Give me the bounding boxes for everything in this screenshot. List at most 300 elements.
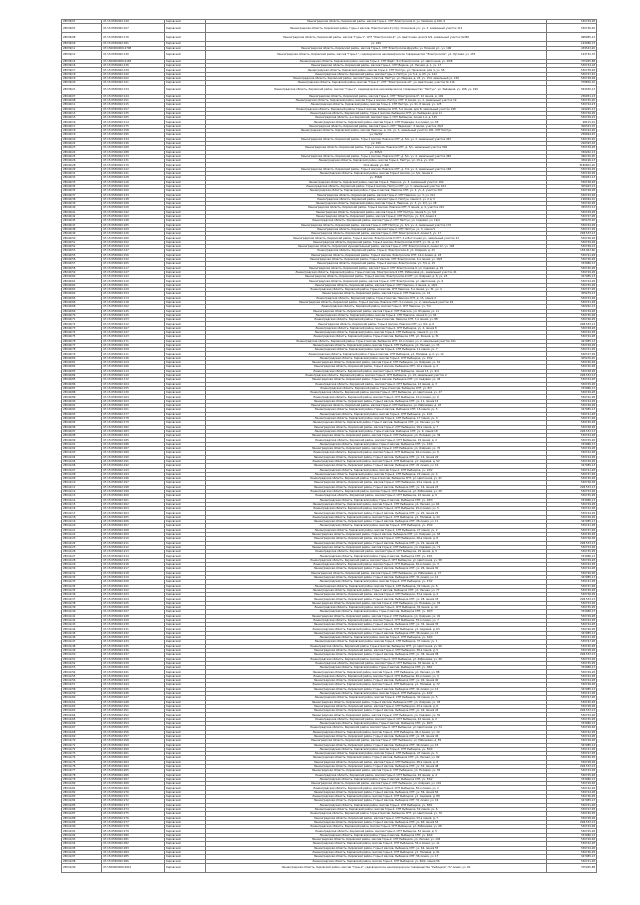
cadastral-number-cell: 47:15:0556002:250	[102, 704, 165, 708]
cadastral-number-cell: 47:15:0556002:115	[102, 103, 165, 107]
address-cell: Ленинградская область, Кировский район, массив Горы-2, СНТ Рыбацкое, уч. 58/1	[206, 803, 547, 807]
address-cell: Ленинградская область, Кировский район, Горы-2 массив, Невское СНТ, уч. 2, уч. 4, участок 267	[206, 189, 547, 193]
address-cell: Ленинградская область, Кировский район, Горы-2 массив, Нептун СНТ, уч. 3, земельный участок 164	[206, 184, 547, 188]
record-id-cell: 28039/08	[62, 33, 102, 42]
record-id-cell: 28040/56	[62, 257, 102, 261]
district-cell: Кировский	[165, 210, 206, 214]
district-cell: Кировский	[165, 507, 206, 511]
cadastral-number-cell: 47:15:0556002:165	[102, 223, 165, 227]
district-cell: Кировский	[165, 696, 206, 700]
value-cell: 530744,28	[547, 679, 597, 683]
cadastral-number-cell: 47:15:0556002:136	[102, 141, 165, 145]
value-cell: 530740,28	[547, 365, 597, 369]
district-cell: Кировский	[165, 438, 206, 442]
cadastral-number-cell: 47:15:0556002:102	[102, 77, 165, 81]
district-cell: Кировский	[165, 528, 206, 532]
record-id-cell: 28040/35	[62, 189, 102, 193]
value-cell: 158,067,60	[547, 249, 597, 253]
value-cell: 208,533,13	[547, 541, 597, 545]
cadastral-number-cell: 47:15:0556002:285	[102, 855, 165, 859]
district-cell: Кировский	[165, 296, 206, 300]
record-id-cell: 28040/42	[62, 214, 102, 218]
address-cell: Ленинградская область, Кировский район, Горы-2 массив, Рыбацкое СНТ, 21 линия, уч. 10	[206, 464, 547, 468]
value-cell: 530747,28	[547, 528, 597, 532]
address-cell: Ленинградская область, Кировский район, Горы-2 массив, Рыбацкое СНТ, ул. Лесная, уч. 52	[206, 421, 547, 425]
district-cell: Кировский	[165, 111, 206, 115]
address-cell: Ленинградская область, Кировский район, массив Горы-2, СНТ Рыбацкое, 32 линия, уч. 6	[206, 584, 547, 588]
address-cell: Ленинградская область, Кировский район, массив Горы-2, СНТ Рыбацкое, 25-я линия, уч. 5	[206, 507, 547, 511]
district-cell: Кировский	[165, 807, 206, 811]
cadastral-number-cell: 47:15:0556002:205	[102, 515, 165, 519]
district-cell: Кировский	[165, 464, 206, 468]
district-cell: Кировский	[165, 833, 206, 837]
cadastral-number-cell: 47:15:0556002:278	[102, 825, 165, 829]
district-cell: Кировский	[165, 352, 206, 356]
record-id-cell: 28041/16	[62, 507, 102, 511]
record-id-cell: 28041/82	[62, 790, 102, 794]
cadastral-number-cell: 47:15:0556002:270	[102, 790, 165, 794]
value-cell: 998985,12	[547, 33, 597, 42]
cadastral-number-cell: 47:15:0556002:276	[102, 816, 165, 820]
district-cell: Кировский	[165, 257, 206, 261]
district-cell: Кировский	[165, 189, 206, 193]
address-cell: Ленинградская область, Кировский район, массив Горы-2, СНТ Рыбацкое, ул. Полевая, уч. 36	[206, 434, 547, 438]
cadastral-number-cell: 47:15:0556002:110	[102, 279, 165, 283]
record-id-cell: 28041/12	[62, 489, 102, 493]
district-cell: Кировский	[165, 498, 206, 502]
cadastral-number-cell: 47:15:0556002:142	[102, 210, 165, 214]
value-cell: 336196,13	[547, 159, 597, 163]
cadastral-number-cell: 47:15:0556002:217	[102, 567, 165, 571]
address-cell: Ленинградская область, Кировский район, массив Горы-1, СНТ Нептун, уч. 91, 8 линия, уч. 125	[206, 103, 547, 107]
value-cell: 530740,28	[547, 266, 597, 270]
address-cell: Ленинградская область, Кировский район, Горы-2 массив, СНТ Невское, 3-я линия, уч. 31, уч. 4	[206, 288, 547, 292]
cadastral-number-cell: 47:15:0556002:112	[102, 322, 165, 326]
address-cell: Ленинградская область, Кировский район, массив Горы-2, СНТ Рыбацкое, 11 линия, уч. 7	[206, 348, 547, 352]
record-id-cell: 28040/51	[62, 240, 102, 244]
cadastral-number-cell: 47:15:0556002:279	[102, 829, 165, 833]
address-cell: Ленинградская область, Кировский район, Горы-2 массив, Невское СНТ, 5 линия, д. 4, участок 201	[206, 206, 547, 210]
value-cell: 333086,13	[547, 262, 597, 266]
district-cell: Кировский	[165, 515, 206, 519]
district-cell: Кировский	[165, 481, 206, 485]
district-cell: Кировский	[165, 193, 206, 197]
district-cell: Кировский	[165, 640, 206, 644]
cadastral-number-cell: 47:15:0556002:214	[102, 554, 165, 558]
value-cell: 530744,28	[547, 223, 597, 227]
address-cell: Ленинградская область, Кировский район, массив Горы-1 массив, Нептун СНТ, 8 линия, уч. 4, земельный участок 19	[206, 98, 547, 102]
cadastral-number-cell: 47:15:0556002:201	[102, 498, 165, 502]
district-cell: Кировский	[165, 24, 206, 33]
address-cell: Ленинградская область, Кировский район, массив Горы-2, СНТ Рыбацкое, ул. Полевая, д. 44	[206, 515, 547, 519]
district-cell: Кировский	[165, 829, 206, 833]
value-cell: 530746,28	[547, 515, 597, 519]
value-cell: 530746,28	[547, 361, 597, 365]
record-id-cell: 28041/71	[62, 743, 102, 747]
district-cell: Кировский	[165, 825, 206, 829]
address-cell: 13-я линия, уч. 9/8	[206, 163, 547, 167]
district-cell: Кировский	[165, 520, 206, 524]
value-cell: 530742,28	[547, 674, 597, 678]
record-id-cell: 28041/89	[62, 820, 102, 824]
cadastral-number-cell: 47:15:0556002:186	[102, 442, 165, 446]
value-cell: 530745,20	[547, 98, 597, 102]
district-cell: Кировский	[165, 197, 206, 201]
address-cell: Ленинградская область, Кировский район, массив Горы-2, СНТ Рыбацкое, 43-я линия, д. 6	[206, 704, 547, 708]
district-cell: Кировский	[165, 425, 206, 429]
address-cell: Ленинградская область, Кировский район, Горы-2 массив, Рыбацкое СНТ, уч. 9, линия 18	[206, 429, 547, 433]
cadastral-number-cell: 47:15:0556002:159	[102, 348, 165, 352]
value-cell: 530747,28	[547, 227, 597, 231]
value-cell: 530743,28	[547, 601, 597, 605]
district-cell: Кировский	[165, 33, 206, 42]
district-cell: Кировский	[165, 404, 206, 408]
address-cell: Ленинградская область, Кировский район, массив Горы-2, СНТ Невское, 4 линия, д. 19/4	[206, 283, 547, 287]
value-cell: 347085,13	[547, 799, 597, 803]
district-cell: Кировский	[165, 50, 206, 59]
cadastral-number-cell: 47:15:0556002:149	[102, 20, 165, 24]
cadastral-number-cell: 47:15:0556002:221	[102, 584, 165, 588]
cadastral-number-cell: 47:15:0556002:157	[102, 107, 165, 111]
district-cell: Кировский	[165, 730, 206, 734]
address-cell: Ленинградская область, Кировский район, массив Горы-2, СНТ Невское, уч. 7/4	[206, 305, 547, 309]
district-cell: Кировский	[165, 764, 206, 768]
district-cell: Кировский	[165, 159, 206, 163]
address-cell: Ленинградская область, Кировский район, Горы-2 массив, СНТ Электросила, 3-я линия, уч. 18/3	[206, 257, 547, 261]
record-id-cell: 28041/88	[62, 816, 102, 820]
record-id-cell: 28040/34	[62, 184, 102, 188]
address-cell: Ленинградская область, Кировский район, массив Горы-2, СНТ Электросила-9, линия 5, уч. 17	[206, 232, 547, 236]
district-cell: Кировский	[165, 850, 206, 854]
address-cell: Ленинградская область, Кировский район, массив Горы-2, СНТ Рыбацкое, 14 линия, д. 3	[206, 382, 547, 386]
district-cell: Кировский	[165, 408, 206, 412]
district-cell: Кировский	[165, 752, 206, 756]
district-cell: Кировский	[165, 249, 206, 253]
cadastral-number-cell: 47:15:0556002:239	[102, 661, 165, 665]
district-cell: Кировский	[165, 391, 206, 395]
record-id-cell: 28040/64	[62, 292, 102, 296]
address-cell: Ленинградская область, Кировский район, массив Горы-2, СНТ Нептун, уч. 3, линия 5	[206, 227, 547, 231]
record-id-cell: 28041/78	[62, 773, 102, 777]
cadastral-number-cell: 47:15:0556002:118	[102, 300, 165, 304]
record-id-cell: 28040/78	[62, 348, 102, 352]
record-id-cell: 28040/74	[62, 331, 102, 335]
cadastral-number-cell: 47:15:0556002:245	[102, 687, 165, 691]
record-id-cell: 28040/90	[62, 399, 102, 403]
record-id-cell: 28040/18	[62, 129, 102, 133]
table-row	[62, 50, 597, 59]
value-cell: 530740,28	[547, 172, 597, 176]
address-cell: Ленинградская область, р-н Кировский, массив Горы-1, СНТ Рыбацкое, линия 1-я, д. 125	[206, 116, 547, 120]
cadastral-number-cell: 47:15:0556002:281	[102, 838, 165, 842]
address-cell: Ленинградская область, Кировский район, массив Горы-2, СНТ Рыбацкое, ул. Садовая, д. 88	[206, 795, 547, 799]
district-cell: Кировский	[165, 623, 206, 627]
address-cell: Ленинградская область, Кировский район, Горы-2 массив, Рыбацкое СНТ, уч. 36, линия 38	[206, 653, 547, 657]
district-cell: Кировский	[165, 563, 206, 567]
record-id-cell: 28041/18	[62, 515, 102, 519]
district-cell: Кировский	[165, 545, 206, 549]
district-cell: Кировский	[165, 103, 206, 107]
address-cell: уч. 5а/3/2	[206, 133, 547, 137]
cadastral-number-cell: 47:15:0556002:162	[102, 305, 165, 309]
district-cell: Кировский	[165, 614, 206, 618]
district-cell: Кировский	[165, 846, 206, 850]
value-cell: 530740,28	[547, 756, 597, 760]
value-cell: 530745,28	[547, 661, 597, 665]
value-cell: 530743,28	[547, 769, 597, 773]
record-id-cell: 28040/29	[62, 167, 102, 171]
district-cell: Кировский	[165, 717, 206, 721]
value-cell: 375095,88	[547, 59, 597, 63]
record-id-cell: 28041/03	[62, 451, 102, 455]
cadastral-number-cell: 47:15:0556002:177	[102, 412, 165, 416]
record-id-cell: 28041/21	[62, 528, 102, 532]
cadastral-number-cell: 47:15:0556002:242	[102, 674, 165, 678]
value-cell: 530744,28	[547, 567, 597, 571]
cadastral-number-cell: 47:15:0556002:191	[102, 459, 165, 463]
cadastral-number-cell: 47:15:0556002:247	[102, 696, 165, 700]
district-cell: Кировский	[165, 245, 206, 249]
address-cell: Ленинградская область, Кировский район, массив Горы-2, Нептун, линия 3, уч. 2 д. 5	[206, 197, 547, 201]
cadastral-number-cell: 47:15:0556002:211	[102, 541, 165, 545]
district-cell: Кировский	[165, 666, 206, 670]
cadastral-number-cell: 47:15:0556002:183	[102, 429, 165, 433]
record-id-cell: 28040/50	[62, 236, 102, 240]
cadastral-number-cell: 47:15:0556002:161	[102, 283, 165, 287]
cadastral-number-cell: 47:15:0556002:234	[102, 640, 165, 644]
value-cell: 530743,28	[547, 713, 597, 717]
value-cell: 530741,28	[547, 348, 597, 352]
value-cell: 530748,28	[547, 425, 597, 429]
record-id-cell: 28041/83	[62, 795, 102, 799]
record-id-cell: 28041/87	[62, 812, 102, 816]
record-id-cell: 28041/17	[62, 511, 102, 515]
district-cell: Кировский	[165, 670, 206, 674]
value-cell: 530747,22	[547, 72, 597, 76]
district-cell: Кировский	[165, 429, 206, 433]
cadastral-number-cell: 47:15:0556002:146	[102, 356, 165, 360]
cadastral-number-cell: 47:15:0556002:127	[102, 270, 165, 274]
district-cell: Кировский	[165, 524, 206, 528]
record-id-cell: 28040/53	[62, 249, 102, 253]
district-cell: Кировский	[165, 636, 206, 640]
record-id-cell: 28040/24	[62, 150, 102, 154]
district-cell: Кировский	[165, 361, 206, 365]
district-cell: Кировский	[165, 477, 206, 481]
record-id-cell: 28040/31	[62, 172, 102, 176]
address-cell: Ленинградская область, Кировский район, Горы-2 массив, Невское СНТ, уч. 9/1, д. 6	[206, 322, 547, 326]
cadastral-number-cell: 47:15:0556002:135	[102, 111, 165, 115]
address-cell: Ленинградская область, Кировский район, массив Горы-2, СНТ Рыбацкое, 48-я линия, д. 8	[206, 760, 547, 764]
record-id-cell: 28040/15	[62, 116, 102, 120]
cadastral-number-cell: 47:15:0556002:200	[102, 494, 165, 498]
value-cell: 530740,28	[547, 644, 597, 648]
value-cell: 333086,13	[547, 722, 597, 726]
record-id-cell: 28041/55	[62, 674, 102, 678]
address-cell: Ленинградская область, Кировский район, массив Горы-2, СНТ Невское, уч. 3, уч. 211	[206, 193, 547, 197]
district-cell: Кировский	[165, 279, 206, 283]
value-cell: 530746,28	[547, 111, 597, 115]
cadastral-number-cell: 47:15:0556002:176	[102, 33, 165, 42]
address-cell: Ленинградская область, Кировский район, Горы-1 массив, Невское СНТ, д. 5/о, земельный участок 509	[206, 146, 547, 150]
district-cell: Кировский	[165, 679, 206, 683]
district-cell: Кировский	[165, 494, 206, 498]
address-cell: Ленинградская область, Кировский район, Горы-2 массив, Рыбацкое СНТ, уч. 22, линия 28	[206, 541, 547, 545]
address-cell: Ленинградская область, Кировский район, массив Горы-2, СНТ Рыбацкое, ул. Рябиновая, уч. 49	[206, 657, 547, 661]
address-cell: Ленинградская область, Кировский район, массив Горы-1, СНТ Ждёт, 8-я Электросила, ул. Цветочная, уч. 28/8	[206, 59, 547, 63]
address-cell: Ленинградская область, Кировский район, Горы-2 массив, Рыбацкое СНТ, ул. Цветочная, уч. 41	[206, 477, 547, 481]
district-cell: Кировский	[165, 644, 206, 648]
value-cell: 347085,13	[547, 855, 597, 859]
value-cell: 530747,28	[547, 584, 597, 588]
cadastral-number-cell: 47:15:0556002:139	[102, 68, 165, 72]
cadastral-number-cell: 47:15:0556002:133	[102, 193, 165, 197]
district-cell: Кировский	[165, 373, 206, 377]
cadastral-number-cell: 47:15:0556002:126	[102, 232, 165, 236]
cadastral-number-cell: 47:15:0556002:119	[102, 245, 165, 249]
record-id-cell: 28041/38	[62, 601, 102, 605]
record-id-cell: 28041/77	[62, 769, 102, 773]
address-cell: Ленинградская область, Кировский район, Горы-2 массив, Рыбацкое СНТ, ул. Озёрная, уч. 83	[206, 532, 547, 536]
district-cell: Кировский	[165, 288, 206, 292]
district-cell: Кировский	[165, 154, 206, 158]
record-id-cell: 28040/58	[62, 266, 102, 270]
value-cell: 530746,28	[547, 683, 597, 687]
address-cell: Ленинградская область, Кировский район, массив Горы-2, СНТ Рыбацкое, 53-я линия, д. 7	[206, 816, 547, 820]
address-cell: Ленинградская область, Кировский район, Горы-2 массив, Рыбацкое СНТ, уч. 14, линия 20	[206, 455, 547, 459]
cadastral-number-cell: 47:15:0556002:225	[102, 601, 165, 605]
cadastral-number-cell: 47:15:0556002:258	[102, 739, 165, 743]
address-cell: Ленинградская область, Кировский район, Горы-2 массив, Рыбацкое СНТ, уч. 8/3	[206, 386, 547, 390]
records-table-body	[62, 20, 597, 873]
district-cell: Кировский	[165, 300, 206, 304]
value-cell: 530742,28	[547, 395, 597, 399]
cadastral-number-cell: 47:15:0556002:256	[102, 730, 165, 734]
cadastral-number-cell: 47:15:0556002:252	[102, 713, 165, 717]
value-cell: 530748,28	[547, 77, 597, 81]
cadastral-number-cell: 47:15:0556002:168	[102, 146, 165, 150]
district-cell: Кировский	[165, 236, 206, 240]
record-id-cell: 28040/16	[62, 120, 102, 124]
record-id-cell: 28041/76	[62, 764, 102, 768]
address-cell: Ленинградская область, Кировский район, массив Горы-2 массив, уч. 5/е, линия 4	[206, 172, 547, 176]
record-id-cell: 28041/35	[62, 588, 102, 592]
address-cell: Ленинградская область, Кировский район, Горы-2 массив, Рыбацкое СНТ, 31 линия, уч. 12	[206, 575, 547, 579]
cadastral-number-cell: 47:15:0556002:131	[102, 159, 165, 163]
value-cell: 530742,28	[547, 507, 597, 511]
table-row	[62, 24, 597, 33]
cadastral-number-cell: 47:15:0556002:232	[102, 631, 165, 635]
cadastral-number-cell: 47:15:0556002:213	[102, 550, 165, 554]
record-id-cell: 28040/85	[62, 378, 102, 382]
value-cell: 530741,28	[547, 580, 597, 584]
record-id-cell: 28041/31	[62, 571, 102, 575]
district-cell: Кировский	[165, 378, 206, 382]
record-id-cell: 28040/23	[62, 146, 102, 150]
district-cell: Кировский	[165, 275, 206, 279]
address-cell: Ленинградская область, Кировский район, массив Горы-2, СНТ Рыбацкое, ул. Рябиновая, д. 59	[206, 739, 547, 743]
record-id-cell: 28041/61	[62, 700, 102, 704]
cadastral-number-cell: 47:15:0556002:261	[102, 752, 165, 756]
district-cell: Кировский	[165, 227, 206, 231]
value-cell: 208,533,13	[547, 597, 597, 601]
cadastral-number-cell: 47:15:0556002:190	[102, 455, 165, 459]
value-cell: 530749,28	[547, 240, 597, 244]
cadastral-number-cell: 47:15:0556002:195	[102, 133, 165, 137]
record-id-cell: 28040/91	[62, 404, 102, 408]
district-cell: Кировский	[165, 68, 206, 72]
address-cell: Ленинградская область, Кировский район, массив Горы-2, СНТ Рыбацкое, уч. 15/2	[206, 356, 547, 360]
record-id-cell: 28041/28	[62, 558, 102, 562]
value-cell: 530741,28	[547, 412, 597, 416]
district-cell: Кировский	[165, 455, 206, 459]
district-cell: Кировский	[165, 803, 206, 807]
record-id-cell: 28040/89	[62, 395, 102, 399]
address-cell: Ленинградская область, Кировский район, массив Горы-2, СНТ Рыбацкое, 45-я линия, уч. 10	[206, 730, 547, 734]
record-id-cell: 28041/34	[62, 584, 102, 588]
value-cell: 330262,13	[547, 150, 597, 154]
address-cell: Ленинградская область, Кировский район, массив Горы-2, СНТ Нептун, линия 5, уч. 5/4	[206, 210, 547, 214]
value-cell: 530746,28	[547, 850, 597, 854]
address-cell: Ленинградская область, Кировский район, Горы-2 массив, Рыбацкое СНТ, уч. 24/1	[206, 554, 547, 558]
cadastral-number-cell: 47:15:0556002:145	[102, 309, 165, 313]
district-cell: Кировский	[165, 318, 206, 322]
value-cell: 530745,28	[547, 717, 597, 721]
record-id-cell: 28041/07	[62, 468, 102, 472]
value-cell: 530746,28	[547, 571, 597, 575]
value-cell: 530749,28	[547, 309, 597, 313]
address-cell: Ленинградская область, Кировский район, Горы-2 массив, Рыбацкое СНТ, уч. 46/3	[206, 722, 547, 726]
address-cell: Ленинградская область, Кировский район, массив Горы-2, СНТ Рыбацкое, ул. Лесная, уч. 64	[206, 502, 547, 506]
district-cell: Кировский	[165, 150, 206, 154]
record-id-cell: 28041/99	[62, 863, 102, 872]
record-id-cell: 28041/97	[62, 855, 102, 859]
address-cell: Ленинградская область, Кировский район, массив Горы-1, СНТ "Надежда", 3 линия, участок 30/4	[206, 124, 547, 128]
district-cell: Кировский	[165, 395, 206, 399]
record-id-cell: 28041/11	[62, 485, 102, 489]
value-cell: 530741,28	[547, 691, 597, 695]
record-id-cell: 28041/96	[62, 850, 102, 854]
cadastral-number-cell: 47:15:0556002:208	[102, 528, 165, 532]
value-cell: 530748,28	[547, 326, 597, 330]
address-cell: Ленинградская область, Кировский район, Горы-2 массив, Рыбацкое СНТ, ул. Цветочная, уч. 79	[206, 812, 547, 816]
record-id-cell: 28040/52	[62, 245, 102, 249]
address-cell: Ленинградская область, Кировский район, массив Горы-2, СНТ Рыбацкое, ул. Озёрная, уч. 61	[206, 361, 547, 365]
record-id-cell: 28040/84	[62, 373, 102, 377]
district-cell: Кировский	[165, 116, 206, 120]
record-id-cell: 28041/74	[62, 756, 102, 760]
cadastral-number-cell: 47:15:0556002:114	[102, 120, 165, 124]
value-cell: 530749,28	[547, 270, 597, 274]
district-cell: Кировский	[165, 760, 206, 764]
district-cell: Кировский	[165, 683, 206, 687]
cadastral-number-cell: 47:15:0556002:284	[102, 850, 165, 854]
record-id-cell: 28041/06	[62, 464, 102, 468]
cadastral-number-cell: 47:15:0556002:154	[102, 292, 165, 296]
district-cell: Кировский	[165, 584, 206, 588]
cadastral-number-cell: 47:15:0556002:182	[102, 425, 165, 429]
district-cell: Кировский	[165, 468, 206, 472]
cadastral-number-cell: 47:15:0556002:179	[102, 421, 165, 425]
record-id-cell: 28041/51	[62, 657, 102, 661]
record-id-cell: 28041/75	[62, 760, 102, 764]
value-cell: 530748,28	[547, 704, 597, 708]
address-cell: Ленинградская область, Кировский район, массив Горы-2, СНТ Рыбацкое, ул. Лесная, уч. 33	[206, 343, 547, 347]
record-id-cell: 28040/32	[62, 176, 102, 180]
address-cell: Ленинградская область, Кировский район, Горы-1 массив, Рыбацкое СНТ, ул. Рыбацкая, дом 11	[206, 111, 547, 115]
record-id-cell: 28041/40	[62, 610, 102, 614]
district-cell: Кировский	[165, 42, 206, 46]
